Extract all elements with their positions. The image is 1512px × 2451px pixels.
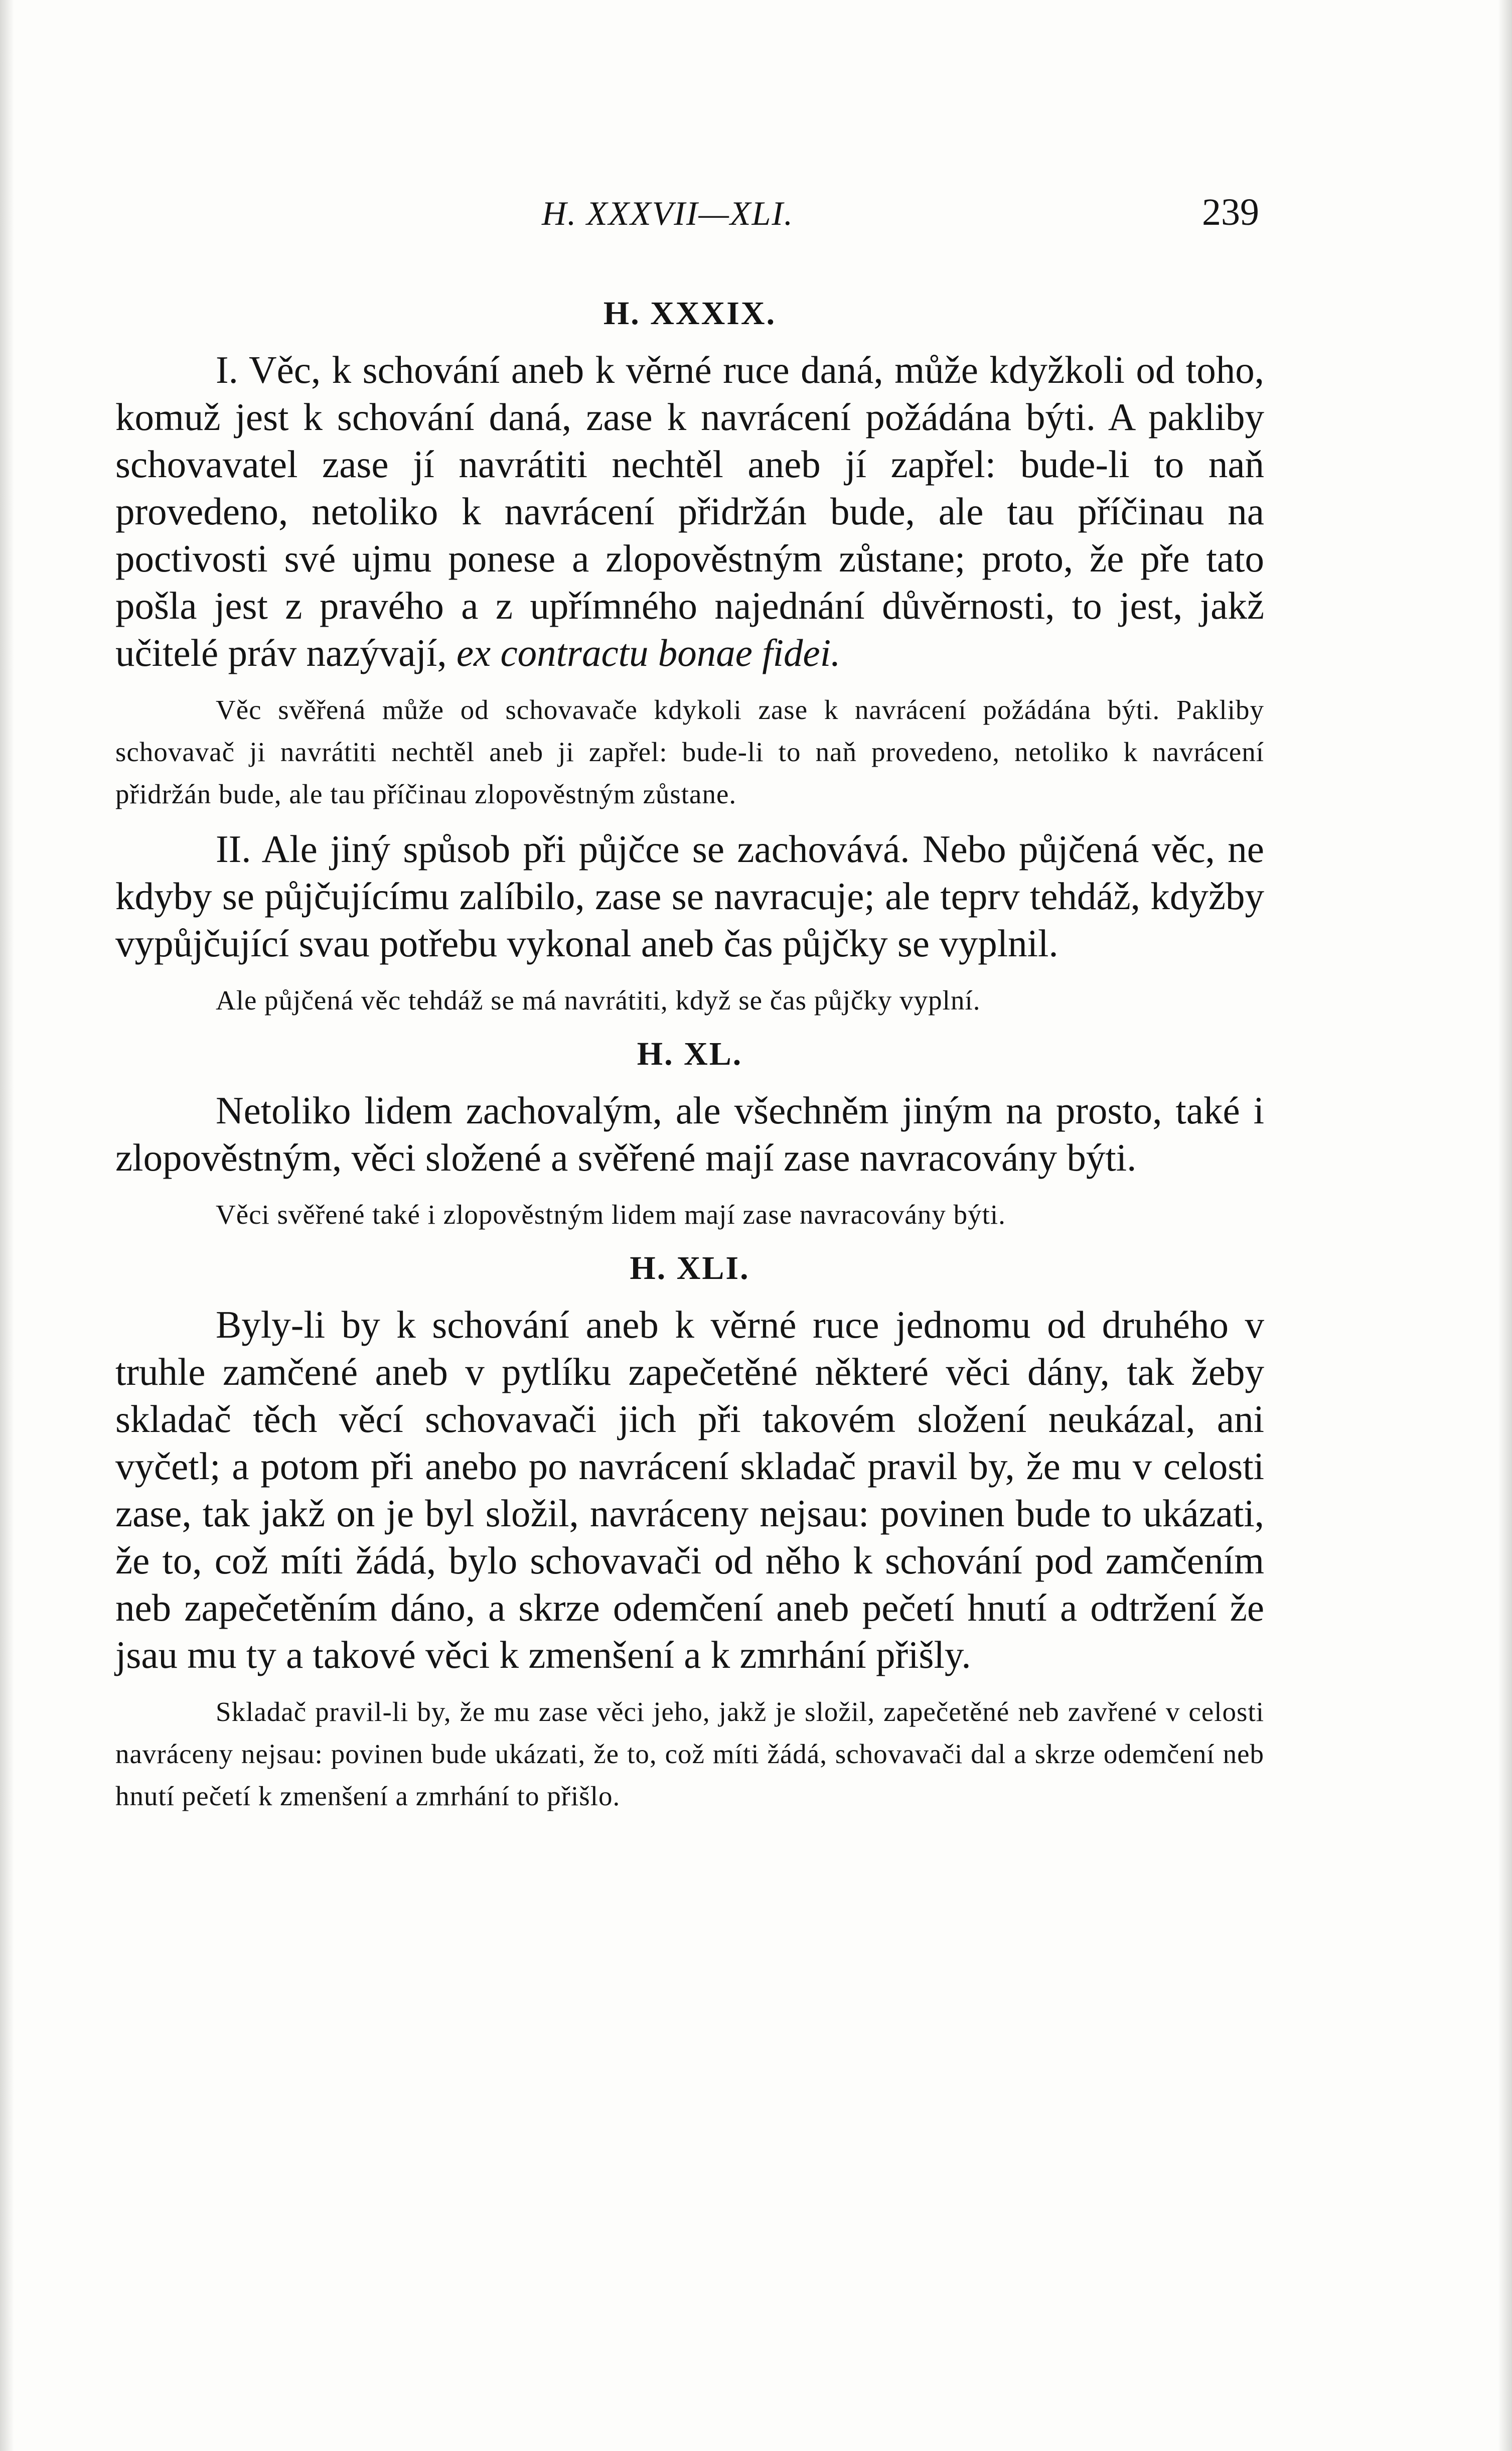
running-title: H. XXXVII—XLI. xyxy=(542,194,794,232)
page-content xyxy=(115,191,1264,1827)
note-xl-1: Věci svěřené také i zlopověstným lidem mají zase navracovány býti. xyxy=(216,1199,1006,1230)
paragraph-xxxix-2: II. Ale jiný spůsob při půjčce se zachovává. Nebo půjčená věc, ne kdyby se půjčujícímu zalíbilo, zase se navracuje; ale teprv tehdáž, kdyžby vypůjčující svau potřebu vykonal aneb čas půjčky se vyplnil. xyxy=(115,827,1264,965)
scan-edge-left xyxy=(0,0,14,2451)
note-xxxix-1: Věc svěřená může od schovavače kdykoli zase k navrácení požádána býti. Pakliby schovavač ji navrátiti nechtěl aneb ji zapřel: bude-li to naň provedeno, netoliko k navrácení přidržán bude, ale tau příčinau zlopověstným zůstane. xyxy=(115,694,1264,809)
latin-phrase: ex contractu bonae fidei. xyxy=(456,631,841,674)
section-heading-xli: H. XLI. xyxy=(630,1250,750,1286)
section-heading-xl: H. XL. xyxy=(637,1036,743,1072)
paragraph-text: I. Věc, k schování aneb k věrné ruce daná, může kdyžkoli od toho, komuž jest k schování daná, zase k navrácení požádána býti. A pakliby schovavatel zase jí navrátiti nechtěl aneb jí zapřel: bude-li to naň provedeno, netoliko k navrácení přidržán bude, ale tau příčinau na poctivosti své ujmu ponese a zlopověstným zůstane; proto, že pře tato pošla jest z pravého a z upřímného najednání důvěrnosti, to jest, jakž učitelé práv nazývají, xyxy=(115,348,1264,674)
note-xli-1: Skladač pravil-li by, že mu zase věci jeho, jakž je složil, zapečetěné neb zavřené v celosti navráceny nejsau: povinen bude ukázati, že to, což míti žádá, schovavači dal a skrze odemčení neb hnutí pečetí k zmenšení a zmrhání to přišlo. xyxy=(115,1696,1264,1811)
paragraph-xxxix-1 xyxy=(115,346,1264,676)
note-xxxix-2: Ale půjčená věc tehdáž se má navrátiti, když se čas půjčky vyplní. xyxy=(216,985,981,1016)
paragraph-xl-1: Netoliko lidem zachovalým, ale všechněm jiným na prosto, také i zlopověstným, věci složené a svěřené mají zase navracovány býti. xyxy=(115,1089,1264,1179)
paragraph-xli-1: Byly-li by k schování aneb k věrné ruce jednomu od druhého v truhle zamčené aneb v pytlíku zapečetěné některé věci dány, tak žeby skladač těch věcí schovavači jich při takovém složení neukázal, ani vyčetl; a potom při anebo po navrácení skladač pravil by, že mu v celosti zase, tak jakž on je byl složil, navráceny nejsau: povinen bude to ukázati, že to, což míti žádá, bylo schovavači od něho k schování pod zamčením neb zapečetěním dáno, a skrze odemčení aneb pečetí hnutí a odtržení že jsau mu ty a takové věci k zmenšení a k zmrhání přišly. xyxy=(115,1303,1264,1676)
section-heading-xxxix: H. XXXIX. xyxy=(603,295,777,332)
running-head xyxy=(115,191,1264,246)
scan-edge-right xyxy=(1498,0,1512,2451)
page-number: 239 xyxy=(1202,191,1259,233)
